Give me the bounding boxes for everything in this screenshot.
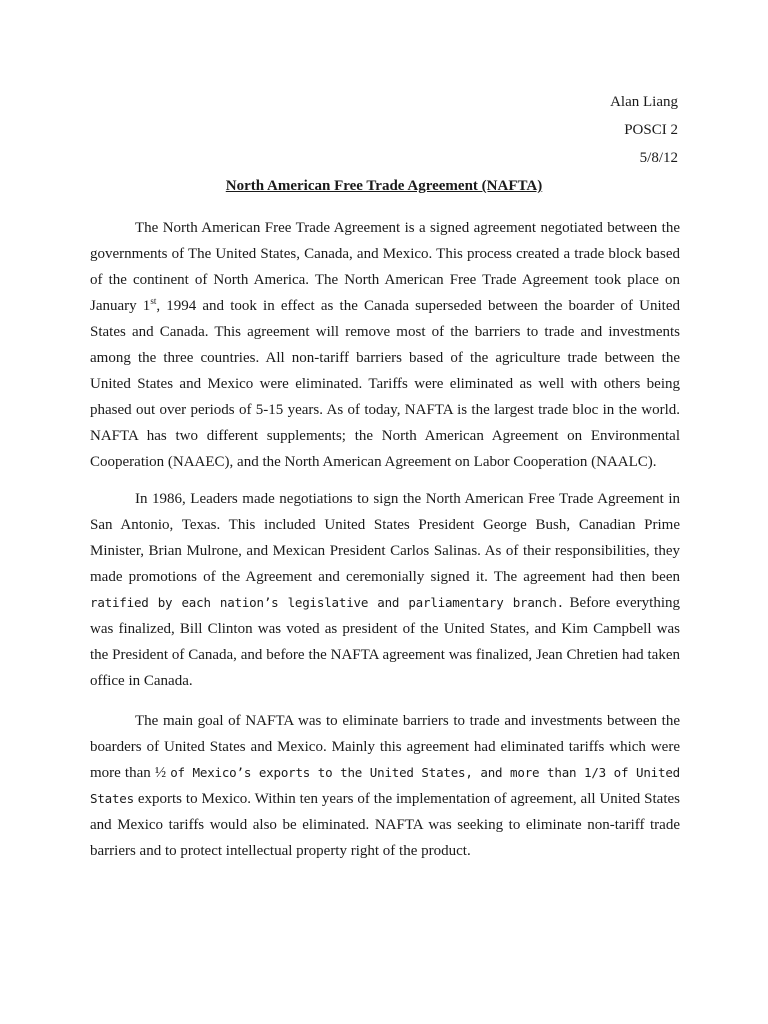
course-name: POSCI 2 bbox=[624, 122, 678, 138]
document-title: North American Free Trade Agreement (NAFTA) bbox=[225, 178, 543, 194]
paragraph-2-text-c: Before everything was finalized, Bill Clinton was voted as president of the United States, and Kim Campbell was the President of Canada, and before the NAFTA agreement was finalized, Jean Chretien had taken office in Canada. bbox=[90, 595, 680, 689]
paragraph-3 bbox=[90, 708, 680, 864]
document-date: 5/8/12 bbox=[639, 150, 678, 166]
paragraph-3-text-a: The main goal of NAFTA was to eliminate barriers to trade and investments between the boarders of United States and Mexico. Mainly this agreement had eliminated tariffs which were more than ½ bbox=[90, 713, 680, 781]
paragraph-1 bbox=[90, 215, 680, 475]
paragraph-2 bbox=[90, 486, 680, 694]
paragraph-3-text-c: exports to Mexico. Within ten years of the implementation of agreement, all United States and Mexico tariffs would also be eliminated. NAFTA was seeking to eliminate non-tariff trade barriers and to protect intellectual property right of the product. bbox=[90, 791, 680, 859]
header-block bbox=[610, 88, 678, 172]
paragraph-1-text-a: The North American Free Trade Agreement is a signed agreement negotiated between the governments of The United States, Canada, and Mexico. This process created a trade block based of the continent of North America. The North American Free Trade Agreement took place on January 1 bbox=[90, 220, 680, 314]
paragraph-3-text-b: of Mexico’s exports to the United States, and more than 1/3 of United States bbox=[90, 765, 680, 806]
paragraph-1-text-b: , 1994 and took in effect as the Canada superseded between the boarder of United States and Canada. This agreement will remove most of the barriers to trade and investments among the three countries. All non-tariff barriers based of the agriculture trade between the United States and Mexico were eliminated. Tariffs were eliminated as well with others being phased out over periods of 5-15 years. As of today, NAFTA is the largest trade bloc in the world. NAFTA has two different supplements; the North American Agreement on Environmental Cooperation (NAAEC), and the North American Agreement on Labor Cooperation (NAALC). bbox=[90, 298, 680, 470]
author-name: Alan Liang bbox=[610, 94, 678, 110]
paragraph-2-text-a: In 1986, Leaders made negotiations to sign the North American Free Trade Agreement in San Antonio, Texas. This included United States President George Bush, Canadian Prime Minister, Brian Mulrone, and Mexican President Carlos Salinas. As of their responsibilities, they made promotions of the Agreement and ceremonially signed it. The agreement had then been bbox=[90, 491, 680, 585]
paragraph-2-text-b: ratified by each nation’s legislative and parliamentary branch. bbox=[90, 595, 564, 610]
ordinal-superscript: st bbox=[150, 296, 157, 306]
